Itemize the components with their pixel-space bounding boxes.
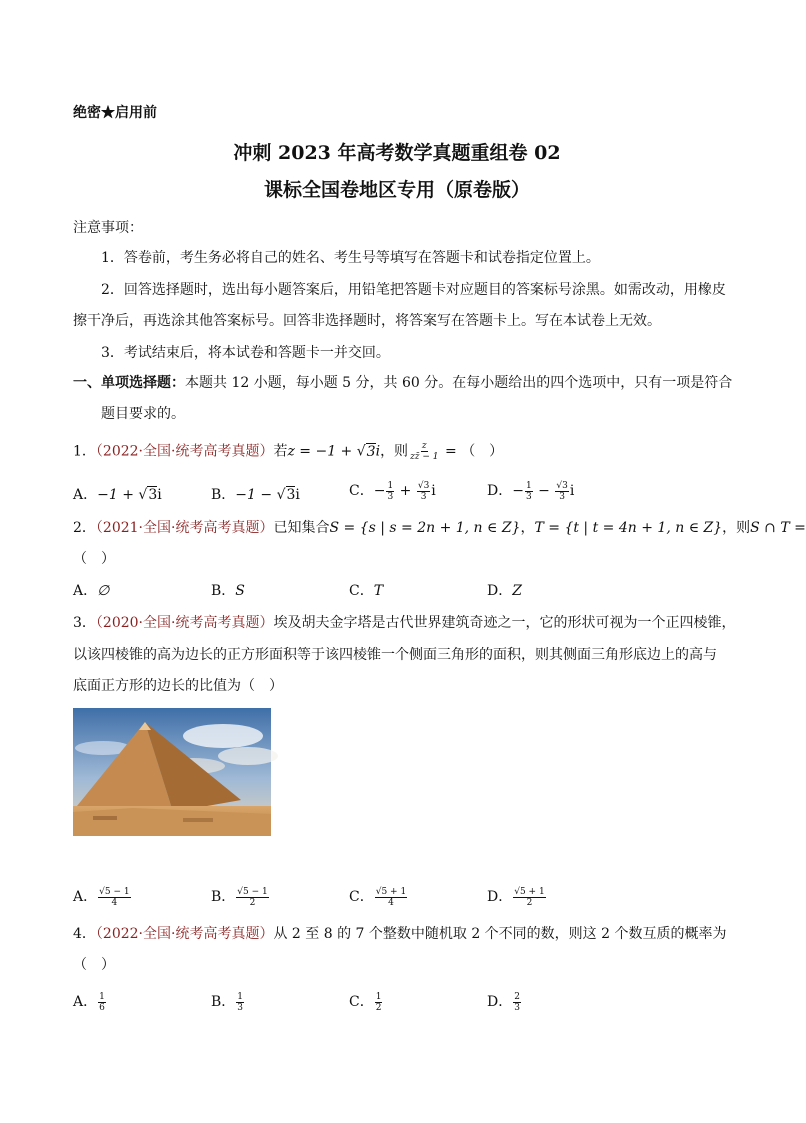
question-number: 2．: [73, 520, 96, 536]
note-item-2-cont: 擦干净后，再选涂其他答案标号。回答非选择题时，将答案写在答题卡上。写在本试卷上无效。: [73, 313, 661, 329]
fraction-den: 4: [111, 897, 118, 908]
option-text: S: [235, 583, 245, 599]
note-item-3: 3．考试结束后，将本试卷和答题卡一并交回。: [101, 345, 390, 361]
q2-answer-paren: （ ）: [73, 551, 115, 567]
answer-paren: （ ）: [461, 443, 504, 460]
fraction-num: 1: [237, 991, 244, 1002]
option-letter: D．: [487, 994, 513, 1010]
fraction: [375, 887, 407, 908]
question-3-stem-line3: 底面正方形的边长的比值为（ ）: [73, 678, 283, 694]
option-letter: D．: [487, 483, 513, 499]
option-letter: D．: [487, 583, 513, 599]
question-source: （2020·全国·统考高考真题）: [95, 615, 274, 631]
option-text: T: [373, 583, 384, 599]
q2-option-d[interactable]: [487, 580, 522, 600]
fraction-den: 2: [375, 1002, 382, 1013]
option-letter: A．: [73, 487, 98, 503]
question-4-stem: [73, 924, 727, 944]
option-letter: B．: [211, 583, 236, 599]
fraction-num: √3: [556, 480, 568, 491]
fraction-num: √5 − 1: [237, 886, 268, 897]
q4-option-c[interactable]: [349, 991, 383, 1013]
math-expr: [287, 443, 380, 460]
q3-option-b[interactable]: [211, 886, 270, 908]
fraction-den: zz̄ − 1: [410, 452, 439, 462]
option-op: −: [533, 483, 555, 499]
option-text: −1 −: [235, 487, 277, 503]
question-number: 3．: [73, 615, 96, 631]
fraction-num: √5 + 1: [375, 886, 407, 897]
fraction-den: 3: [237, 1002, 244, 1013]
fraction: [386, 481, 394, 502]
option-text: Z: [512, 583, 522, 599]
fraction-den: 3: [420, 491, 427, 502]
question-number: 4．: [73, 926, 96, 942]
question-source: （2022·全国·统考高考真题）: [95, 926, 274, 942]
option-letter: D．: [487, 889, 513, 905]
section-desc-cont: 题目要求的。: [101, 406, 185, 422]
question-2-stem: [73, 518, 806, 538]
fraction-num: √5 + 1: [514, 886, 545, 897]
option-letter: B．: [211, 889, 236, 905]
q3-option-a[interactable]: [73, 886, 132, 908]
q3-option-c[interactable]: [349, 886, 408, 908]
option-letter: A．: [73, 994, 98, 1010]
fraction-num: z: [421, 441, 427, 451]
fraction: [98, 887, 130, 908]
section-desc: 本题共 12 小题，每小题 5 分，共 60 分。在每小题给出的四个选项中，只有一项是符合: [185, 375, 733, 391]
section-label: 一、单项选择题：: [73, 375, 185, 391]
option-letter: C．: [349, 889, 374, 905]
stem-text: ，则: [722, 520, 751, 536]
fraction: [513, 887, 545, 908]
sqrt-arg: 3: [148, 487, 158, 503]
set-t: T = {t | t = 4n + 1, n ∈ Z}: [534, 520, 723, 536]
q4-answer-paren: （ ）: [73, 957, 115, 973]
question-number: 1．: [73, 443, 96, 460]
fraction-den: 4: [388, 897, 394, 908]
fraction-den: 3: [559, 491, 565, 502]
equals-sign: =: [440, 443, 462, 460]
fraction: [555, 481, 568, 502]
question-source: （2022·全国·统考高考真题）: [95, 443, 274, 460]
option-sign: −: [373, 483, 386, 499]
option-text: ∅: [97, 583, 110, 599]
question-1-stem: [73, 441, 503, 462]
option-letter: C．: [349, 583, 374, 599]
expr-part: z = −1 +: [287, 443, 357, 460]
fraction-den: 2: [526, 897, 533, 908]
fraction: [236, 992, 244, 1013]
option-op: +: [395, 483, 416, 499]
sqrt-arg: 3: [366, 443, 376, 460]
fraction-den: 3: [525, 491, 532, 502]
fraction-den: 3: [514, 1002, 520, 1013]
fraction: [375, 992, 383, 1013]
exam-title: 冲刺 2023 年高考数学真题重组卷 02: [233, 142, 561, 164]
imaginary-unit: i: [375, 443, 381, 460]
fraction: [98, 992, 106, 1013]
set-s: S = {s | s = 2n + 1, n ∈ Z}: [329, 520, 521, 536]
fraction-num: 2: [514, 991, 520, 1002]
q2-option-c[interactable]: [349, 580, 383, 600]
fraction: [525, 481, 533, 502]
q1-option-c[interactable]: [349, 480, 436, 502]
q1-option-d[interactable]: [487, 480, 574, 502]
stem-text: 若: [273, 443, 288, 460]
option-letter: A．: [73, 583, 98, 599]
secret-label: 绝密★启用前: [73, 105, 157, 121]
q1-option-b[interactable]: B．−1 − √3i: [211, 487, 300, 503]
sqrt-symbol: √: [356, 443, 366, 460]
note-item-1: 1．答卷前，考生务必将自己的姓名、考生号等填写在答题卡和试卷指定位置上。: [101, 250, 600, 266]
fraction-num: 1: [525, 480, 532, 491]
q2-option-b[interactable]: [211, 580, 245, 600]
stem-text: 已知集合: [273, 520, 330, 536]
q4-option-d[interactable]: [487, 991, 522, 1013]
q4-option-a[interactable]: [73, 991, 107, 1013]
option-suffix: i: [157, 487, 162, 503]
pyramid-image: [73, 708, 271, 836]
option-suffix: i: [295, 487, 300, 503]
fraction-num: 1: [99, 991, 105, 1002]
separator: ，: [520, 520, 535, 536]
option-sign: −: [512, 483, 524, 499]
question-3-stem-line2: 以该四棱锥的高为边长的正方形面积等于该四棱锥一个侧面三角形的面积，则其侧面三角形底边上的高与: [73, 647, 717, 663]
option-letter: B．: [211, 487, 236, 503]
fraction-num: √5 − 1: [99, 886, 130, 897]
option-letter: B．: [211, 994, 236, 1010]
question-3-stem: [73, 613, 735, 633]
fraction-den: 3: [387, 491, 394, 502]
option-letter: A．: [73, 889, 98, 905]
intersection-expr: S ∩ T =: [750, 520, 806, 536]
option-text: −1 +: [97, 487, 139, 503]
option-suffix: i: [431, 483, 436, 499]
q1-option-a[interactable]: A．−1 + √3i: [73, 487, 162, 503]
fraction-num: 1: [387, 480, 394, 491]
fraction: [236, 887, 268, 908]
fraction-num: √3: [417, 480, 430, 491]
fraction: [513, 992, 521, 1013]
question-source: （2021·全国·统考高考真题）: [95, 520, 274, 536]
exam-subtitle: 课标全国卷地区专用（原卷版）: [263, 179, 530, 201]
stem-text: 从 2 至 8 的 7 个整数中随机取 2 个不同的数，则这 2 个数互质的概率为: [273, 926, 727, 942]
q4-option-b[interactable]: [211, 991, 245, 1013]
fraction-num: 1: [375, 991, 382, 1002]
fraction: [409, 441, 439, 462]
notes-heading: 注意事项：: [73, 220, 143, 236]
sqrt-arg: 3: [286, 487, 296, 503]
q3-option-d[interactable]: [487, 886, 547, 908]
fraction-den: 6: [99, 1002, 105, 1013]
option-letter: C．: [349, 483, 374, 499]
option-suffix: i: [569, 483, 575, 499]
note-item-2: 2．回答选择题时，选出每小题答案后，用铅笔把答题卡对应题目的答案标号涂黑。如需改动，用橡皮: [101, 282, 726, 298]
fraction: [417, 481, 430, 502]
fraction-den: 2: [249, 897, 256, 908]
q2-option-a[interactable]: [73, 580, 109, 600]
section-heading: [73, 373, 732, 393]
stem-text: ，则: [380, 443, 409, 460]
option-letter: C．: [349, 994, 374, 1010]
stem-text: 埃及胡夫金字塔是古代世界建筑奇迹之一，它的形状可视为一个正四棱锥，: [273, 615, 736, 631]
